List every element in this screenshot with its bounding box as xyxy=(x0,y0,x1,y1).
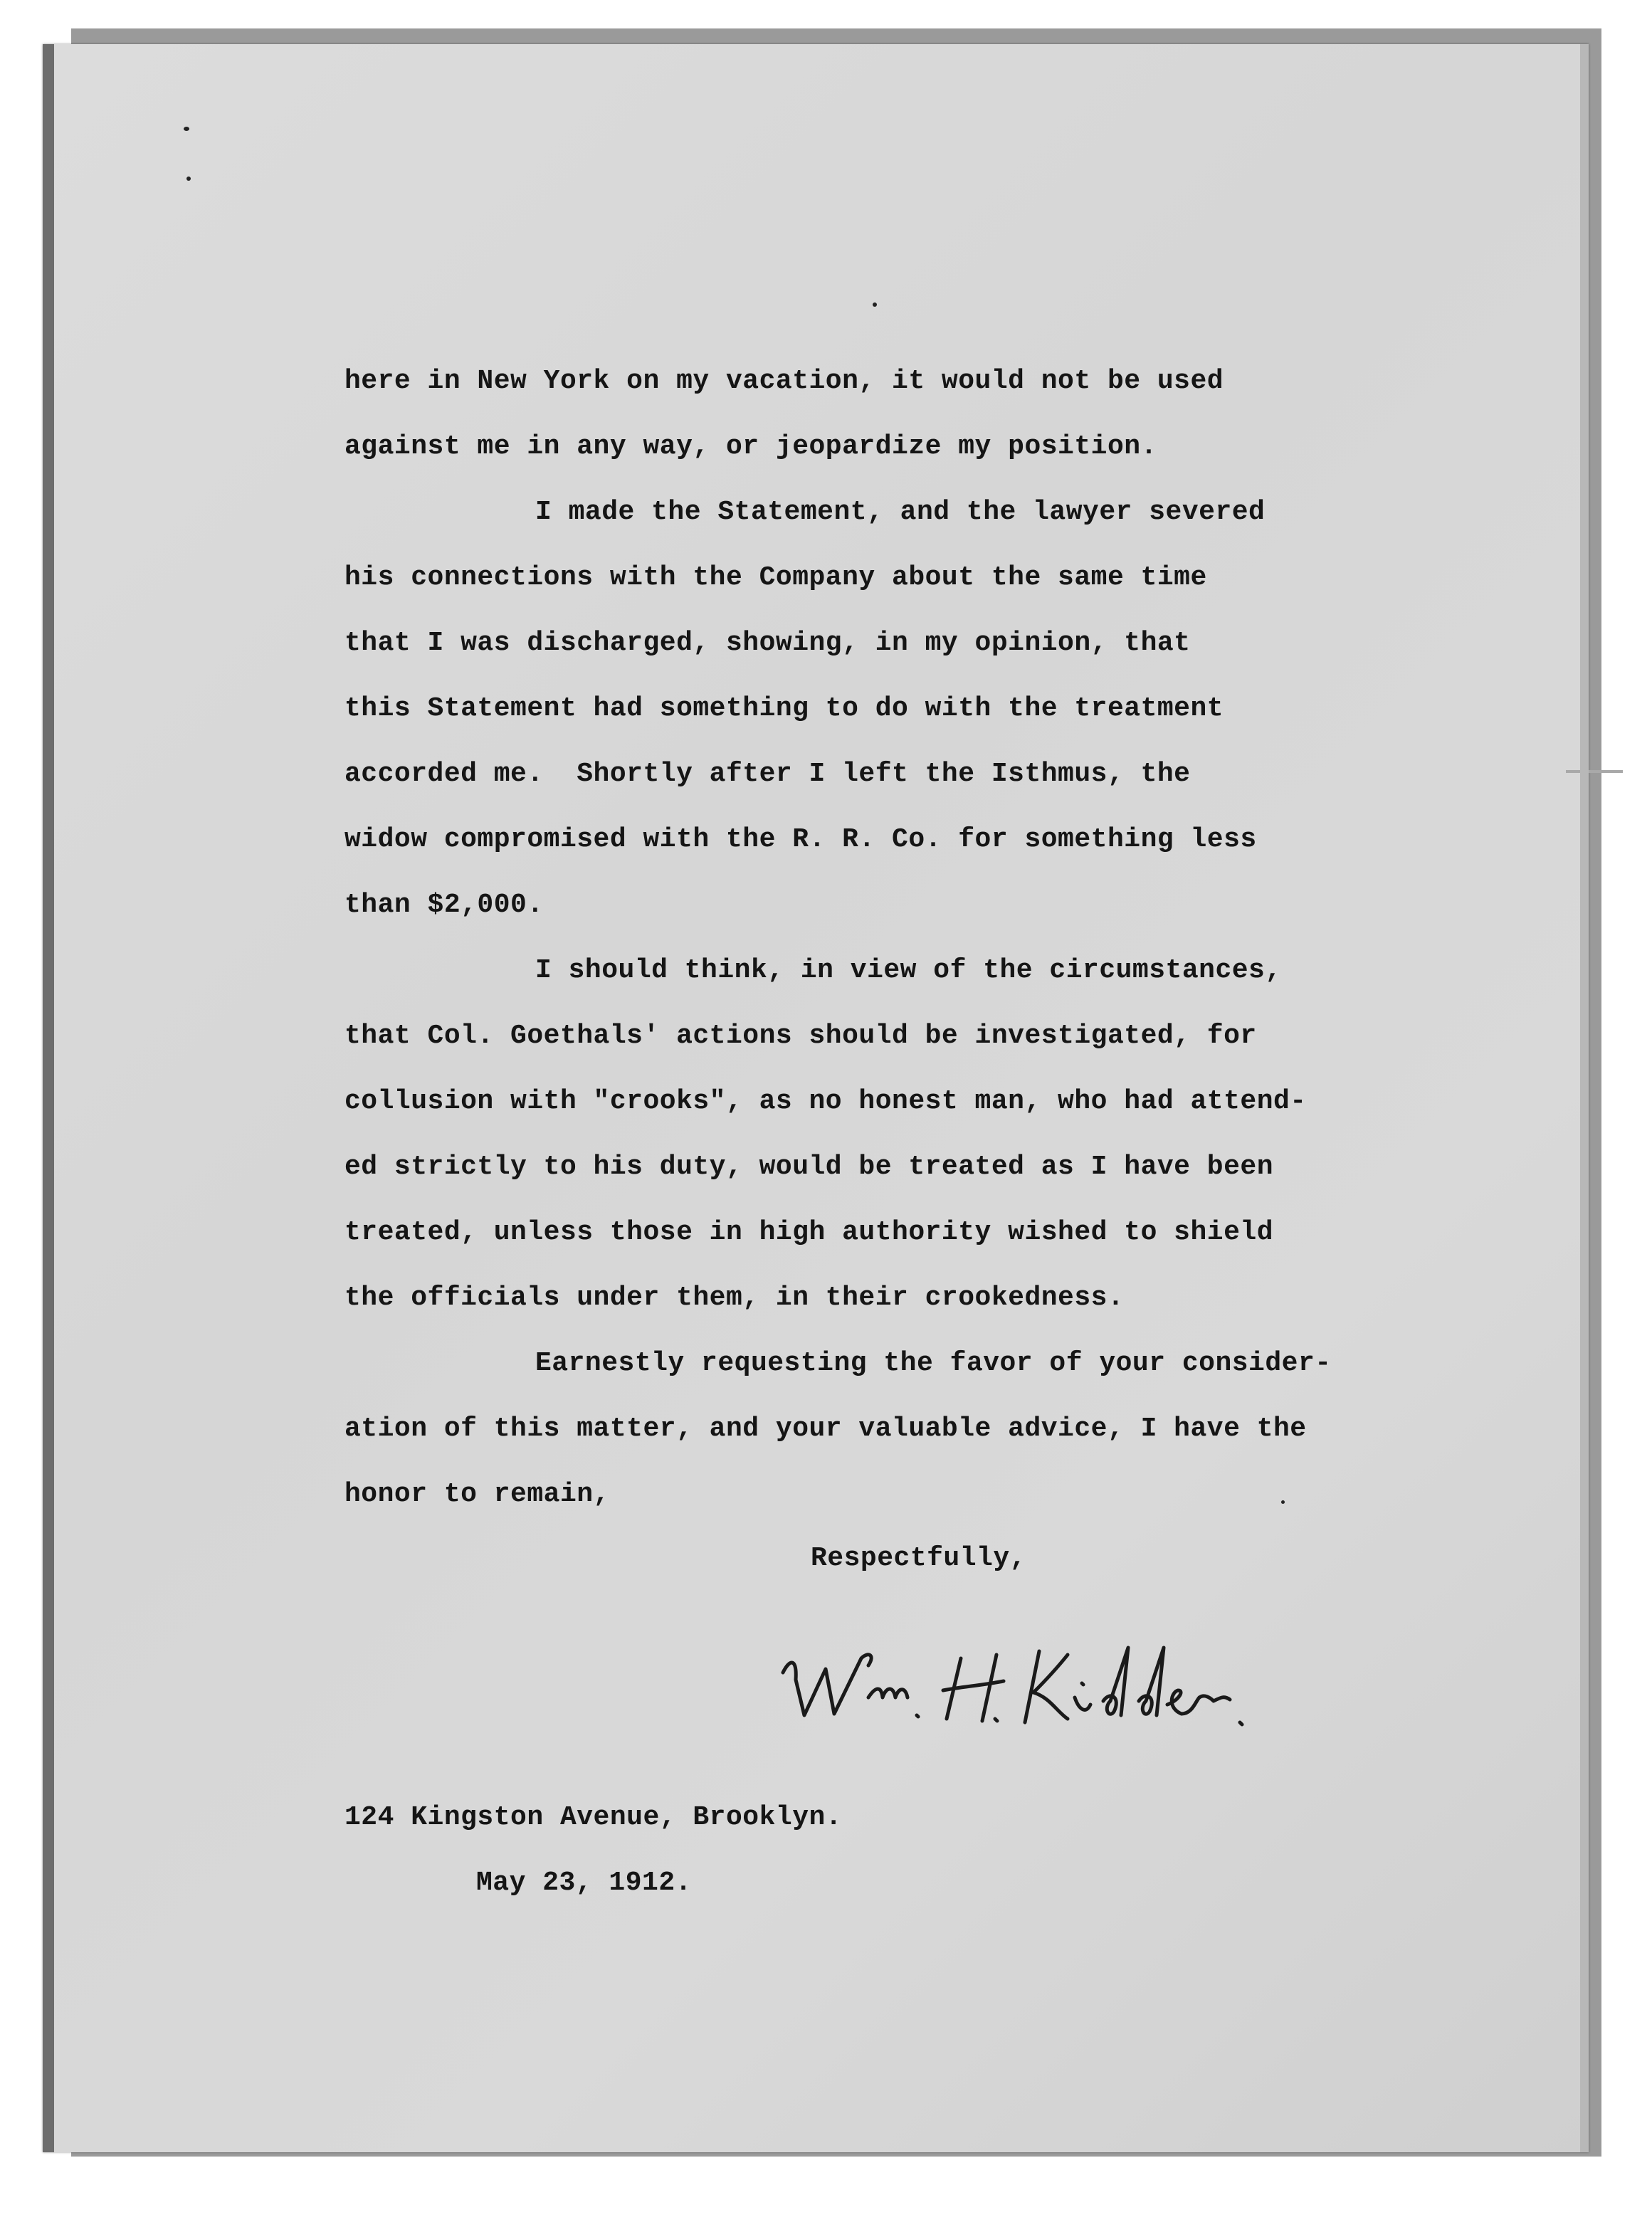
body-line: accorded me. Shortly after I left the Isthmus, the xyxy=(344,759,1191,789)
body-line: his connections with the Company about the same time xyxy=(344,562,1207,593)
ink-speck xyxy=(873,302,877,307)
body-line: I should think, in view of the circumstances, xyxy=(535,955,1282,986)
body-line: Earnestly requesting the favor of your consider- xyxy=(535,1348,1332,1379)
body-line: widow compromised with the R. R. Co. for something less xyxy=(344,824,1257,855)
paper-fold xyxy=(1566,770,1623,773)
body-line: ed strictly to his duty, would be treated as I have been xyxy=(344,1152,1274,1182)
body-line: against me in any way, or jeopardize my position. xyxy=(344,431,1157,462)
signature-graphic xyxy=(769,1630,1281,1744)
handwritten-signature xyxy=(769,1630,1281,1744)
body-line: the officials under them, in their crookedness. xyxy=(344,1283,1125,1313)
body-line: honor to remain, xyxy=(344,1479,610,1510)
body-line: collusion with "crooks", as no honest man, who had attend- xyxy=(344,1086,1307,1117)
ink-speck xyxy=(184,127,189,131)
body-line: treated, unless those in high authority wished to shield xyxy=(344,1217,1274,1248)
letter-date: May 23, 1912. xyxy=(476,1868,692,1898)
closing: Respectfully, xyxy=(811,1543,1026,1574)
body-line: than $2,000. xyxy=(344,890,544,920)
body-line: here in New York on my vacation, it would not be used xyxy=(344,366,1224,396)
body-line: this Statement had something to do with the treatment xyxy=(344,693,1224,724)
sender-address: 124 Kingston Avenue, Brooklyn. xyxy=(344,1802,843,1833)
body-line: that I was discharged, showing, in my opinion, that xyxy=(344,628,1191,658)
body-line: ation of this matter, and your valuable advice, I have the xyxy=(344,1413,1307,1444)
body-line: that Col. Goethals' actions should be investigated, for xyxy=(344,1021,1257,1051)
body-line: I made the Statement, and the lawyer severed xyxy=(535,497,1266,527)
ink-speck xyxy=(186,177,191,181)
ink-speck xyxy=(1281,1500,1285,1504)
